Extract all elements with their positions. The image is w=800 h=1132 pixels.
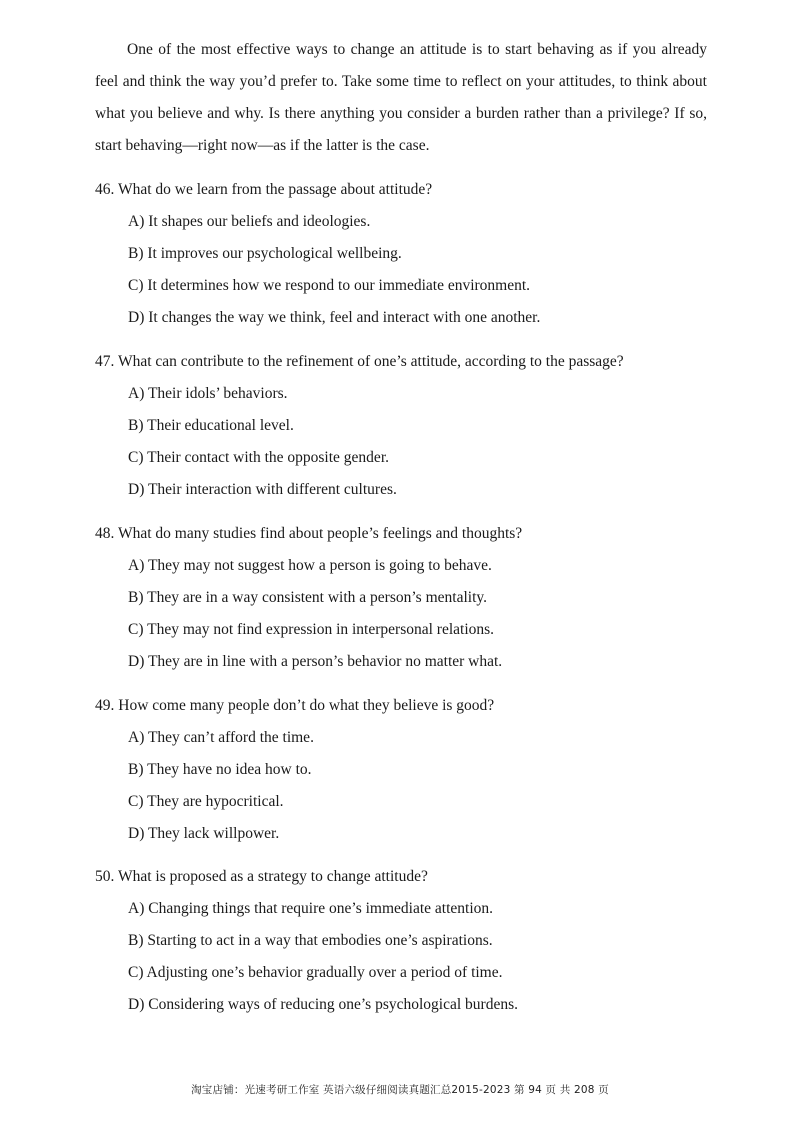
option-c: C) It determines how we respond to our immediate environment.: [128, 277, 531, 294]
option-d: D) They lack willpower.: [128, 825, 280, 842]
question-stem: 50. What is proposed as a strategy to change attitude?: [95, 868, 428, 885]
option-a: A) It shapes our beliefs and ideologies.: [128, 213, 371, 230]
option-a: A) Their idols’ behaviors.: [128, 385, 288, 402]
option-d: D) It changes the way we think, feel and interact with one another.: [128, 309, 541, 326]
question-stem: 46. What do we learn from the passage about attitude?: [95, 181, 433, 198]
question-stem: 49. How come many people don’t do what they believe is good?: [95, 697, 495, 714]
option-d: D) Their interaction with different cultures.: [128, 481, 397, 498]
option-a: A) They may not suggest how a person is going to behave.: [128, 557, 492, 574]
option-c: C) They may not find expression in interpersonal relations.: [128, 621, 495, 638]
option-a: A) They can’t afford the time.: [128, 729, 314, 746]
option-a: A) Changing things that require one’s immediate attention.: [128, 900, 494, 917]
option-c: C) Their contact with the opposite gender.: [128, 449, 389, 466]
option-b: B) It improves our psychological wellbeing.: [128, 245, 402, 262]
option-b: B) Their educational level.: [128, 417, 294, 434]
option-b: B) They are in a way consistent with a person’s mentality.: [128, 589, 487, 606]
option-b: B) Starting to act in a way that embodies one’s aspirations.: [128, 932, 493, 949]
passage-paragraph: One of the most effective ways to change an attitude is to start behaving as if you already feel and think the way you’d prefer to. Take some time to reflect on your attitudes, to think about what you believe and why. Is there anything you consider a burden rather than a privilege? If so, start behaving—right now—as if the latter is the case.: [95, 41, 707, 154]
question-50: [95, 861, 715, 1021]
page-footer: 淘宝店铺：光速考研工作室 英语六级仔细阅读真题汇总2015-2023 第 94 页 共 208 页: [191, 1084, 609, 1096]
question-46: [95, 174, 715, 334]
option-d: D) Considering ways of reducing one’s psychological burdens.: [128, 996, 519, 1013]
question-47: [95, 346, 715, 506]
question-48: [95, 518, 715, 678]
option-d: D) They are in line with a person’s behavior no matter what.: [128, 653, 503, 670]
question-stem: 47. What can contribute to the refinement of one’s attitude, according to the passage?: [95, 353, 624, 370]
option-c: C) They are hypocritical.: [128, 793, 284, 810]
option-b: B) They have no idea how to.: [128, 761, 312, 778]
option-c: C) Adjusting one’s behavior gradually over a period of time.: [128, 964, 503, 981]
question-49: [95, 690, 715, 850]
question-stem: 48. What do many studies find about people’s feelings and thoughts?: [95, 525, 523, 542]
